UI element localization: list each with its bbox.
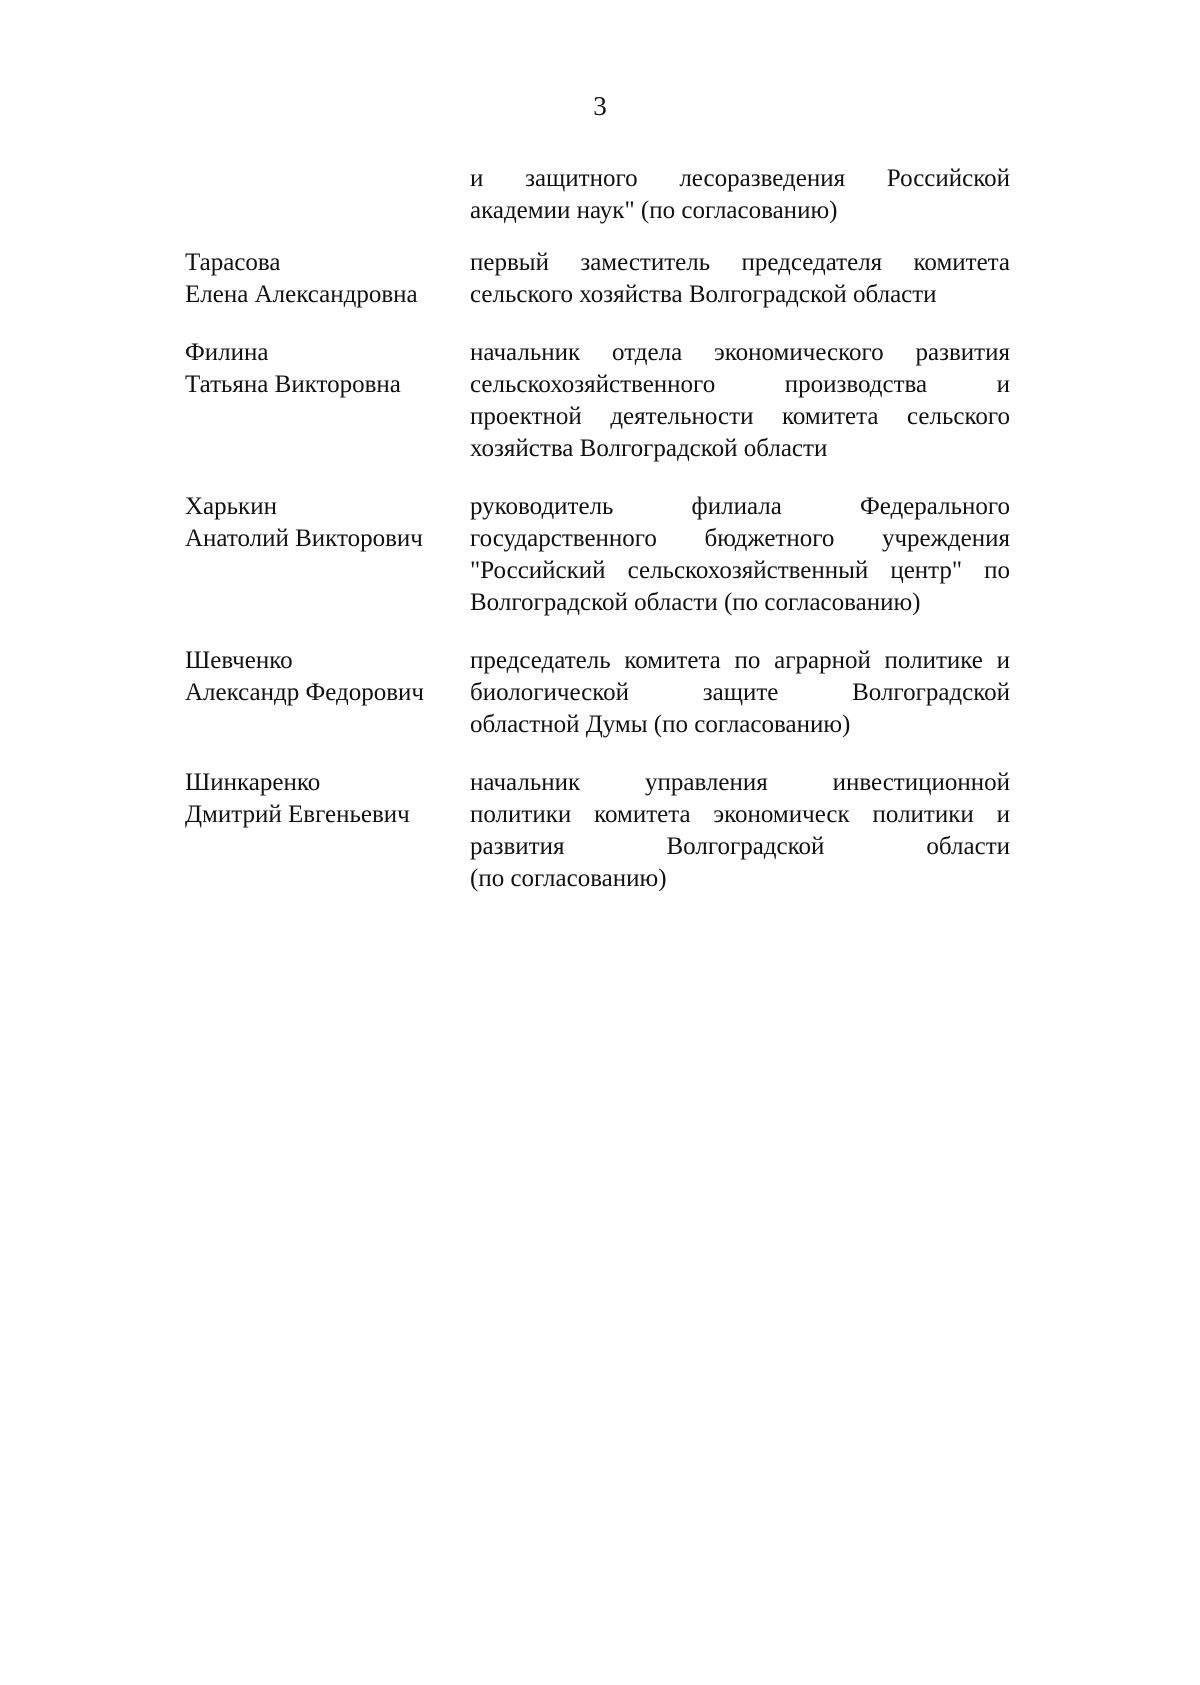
member-given-names: Елена Александровна: [185, 281, 418, 308]
list-item: [0, 247, 1200, 311]
member-position: [470, 337, 1010, 465]
member-name: [185, 491, 470, 619]
position-line: политики комитета экономическ политики и: [470, 801, 1010, 828]
member-surname: Филина: [185, 339, 269, 366]
member-given-names: Александр Федорович: [185, 679, 424, 706]
list-item: [0, 645, 1200, 741]
member-position: [470, 645, 1010, 741]
position-line: Волгоградской области (по согласованию): [470, 589, 921, 616]
list-item: [0, 767, 1200, 895]
position-line: проектной деятельности комитета сельского: [470, 403, 1010, 430]
position-line: хозяйства Волгоградской области: [470, 435, 828, 462]
list-item: [0, 491, 1200, 619]
member-surname: Шинкаренко: [185, 769, 321, 796]
member-given-names: Анатолий Викторович: [185, 525, 423, 552]
position-line: сельскохозяйственного производства и: [470, 371, 1010, 398]
member-given-names: Татьяна Викторовна: [185, 371, 401, 398]
position-line: биологической защите Волгоградской: [470, 679, 1010, 706]
member-name: [185, 645, 470, 741]
member-position: [470, 767, 1010, 895]
position-line: начальник управления инвестиционной: [470, 769, 1010, 796]
member-name: [185, 247, 470, 311]
position-line: первый заместитель председателя комитета: [470, 249, 1010, 276]
page-number: 3: [593, 91, 607, 121]
member-name: [185, 337, 470, 465]
list-item: [0, 163, 1200, 227]
position-line: развития Волгоградской области: [470, 833, 1010, 860]
member-position: [470, 247, 1010, 311]
position-line: председатель комитета по аграрной политике и: [470, 647, 1010, 674]
position-line: областной Думы (по согласованию): [470, 711, 851, 738]
member-position: [470, 491, 1010, 619]
position-line: руководитель филиала Федерального: [470, 493, 1010, 520]
position-line: академии наук" (по согласованию): [470, 197, 838, 224]
member-given-names: [185, 195, 470, 227]
position-line: государственного бюджетного учреждения: [470, 525, 1010, 552]
member-surname: Шевченко: [185, 647, 293, 674]
member-surname: Тарасова: [185, 249, 281, 276]
position-line: (по согласованию): [470, 865, 667, 892]
position-line: "Российский сельскохозяйственный центр" по: [470, 557, 1010, 584]
member-name: [185, 767, 470, 895]
member-list: [0, 163, 1200, 921]
member-given-names: Дмитрий Евгеньевич: [185, 801, 410, 828]
member-surname: Харькин: [185, 493, 277, 520]
position-line: сельского хозяйства Волгоградской области: [470, 281, 937, 308]
member-position: [470, 163, 1010, 227]
position-line: и защитного лесоразведения Российской: [470, 165, 1010, 192]
list-item: [0, 337, 1200, 465]
member-surname: [185, 163, 470, 195]
member-name: [185, 163, 470, 227]
position-line: начальник отдела экономического развития: [470, 339, 1010, 366]
